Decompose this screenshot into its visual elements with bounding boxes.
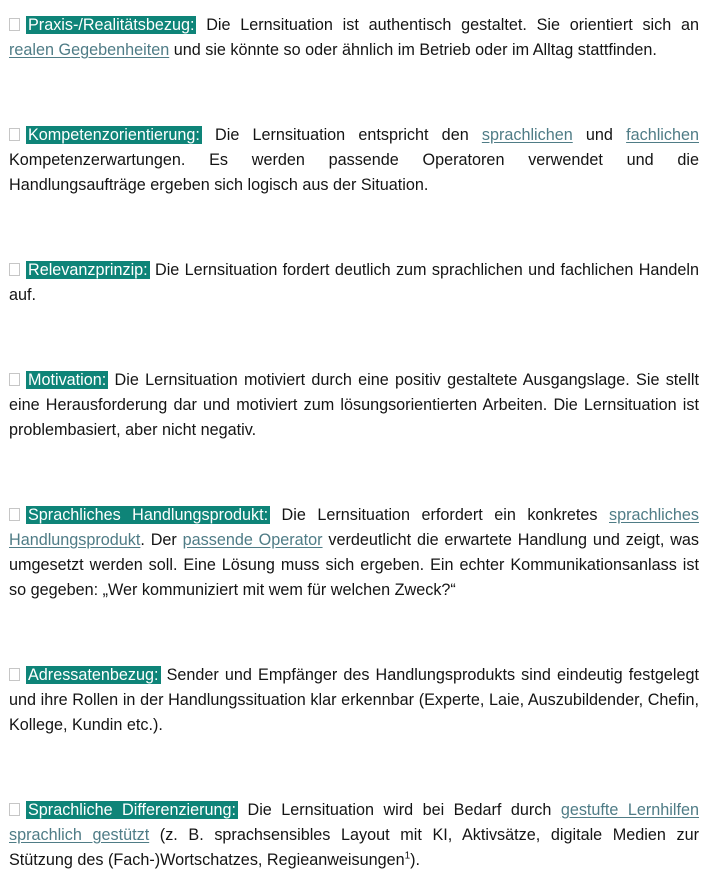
criterion-label: Sprachliche Differenzierung: xyxy=(28,801,237,819)
criterion-item xyxy=(9,503,699,603)
inline-link[interactable]: sprachliches Handlungsprodukt xyxy=(9,506,699,549)
criterion-item xyxy=(9,123,699,198)
criterion-item xyxy=(9,13,699,63)
criterion-text: . Der xyxy=(140,531,183,549)
criterion-text: verdeutlicht die erwartete Handlung und zeigt, was umgesetzt werden soll. Eine Lösung muss sich ergeben. Ein echter Kommunikationsanlass ist so gegeben: „Wer kommuniziert mit wem für welchen Zweck?“ xyxy=(9,531,699,599)
criterion-text: Die Lernsituation entspricht den xyxy=(201,126,482,144)
criterion-label: Adressatenbezug: xyxy=(28,666,159,684)
criterion-text: Die Lernsituation erfordert ein konkretes xyxy=(270,506,609,524)
inline-link[interactable]: realen Gegebenheiten xyxy=(9,41,170,59)
inline-link[interactable]: passende Operator xyxy=(182,531,323,549)
criterion-text: Die Lernsituation ist authentisch gestaltet. Sie orientiert sich an xyxy=(196,16,699,34)
checkbox-icon[interactable] xyxy=(9,18,20,31)
criteria-list xyxy=(9,13,699,873)
checkbox-icon[interactable] xyxy=(9,508,20,521)
criterion-item xyxy=(9,798,699,873)
criterion-text: und xyxy=(572,126,627,144)
criterion-label: Relevanzprinzip: xyxy=(28,261,148,279)
checkbox-icon[interactable] xyxy=(9,263,20,276)
checkbox-icon[interactable] xyxy=(9,128,20,141)
criterion-label: Praxis-/Realitätsbezug: xyxy=(28,16,195,34)
inline-link[interactable]: fachlichen xyxy=(626,126,699,144)
criterion-item xyxy=(9,258,699,308)
checkbox-icon[interactable] xyxy=(9,803,20,816)
criterion-text: (z. B. sprachsensibles Layout mit KI, Aktivsätze, digitale Medien zur Stützung des (Fach-)Wortschatzes, Regieanweisungen xyxy=(9,826,699,869)
criterion-label: Motivation: xyxy=(28,371,107,389)
criterion-item xyxy=(9,368,699,443)
criterion-item xyxy=(9,663,699,738)
criterion-text: Sender und Empfänger des Handlungsprodukts sind eindeutig festgelegt und ihre Rollen in der Handlungssituation klar erkennbar (Experte, Laie, Auszubildender, Chefin, Kollege, Kundin etc.). xyxy=(9,666,699,734)
checkbox-icon[interactable] xyxy=(9,373,20,386)
checkbox-icon[interactable] xyxy=(9,668,20,681)
criterion-text: Die Lernsituation fordert deutlich zum sprachlichen und fachlichen Handeln auf. xyxy=(9,261,699,304)
criterion-label: Kompetenzorientierung: xyxy=(28,126,200,144)
criterion-text: Kompetenzerwartungen. Es werden passende Operatoren verwendet und die Handlungsaufträge ergeben sich logisch aus der Situation. xyxy=(9,151,699,194)
inline-link[interactable]: sprachlichen xyxy=(481,126,573,144)
inline-link[interactable]: gestufte Lernhilfen sprachlich gestützt xyxy=(9,801,699,844)
criterion-text: ). xyxy=(410,851,421,869)
footnote-marker: 1 xyxy=(404,850,411,862)
criterion-text: Die Lernsituation motiviert durch eine positiv gestaltete Ausgangslage. Sie stellt eine Herausforderung dar und motiviert zum lösungsorientierten Arbeiten. Die Lernsituation ist problembasiert, aber nicht negativ. xyxy=(9,371,699,439)
criterion-text: und sie könnte so oder ähnlich im Betrieb oder im Alltag stattfinden. xyxy=(169,41,657,59)
criterion-label: Sprachliches Handlungsprodukt: xyxy=(28,506,269,524)
criterion-text: Die Lernsituation wird bei Bedarf durch xyxy=(238,801,561,819)
